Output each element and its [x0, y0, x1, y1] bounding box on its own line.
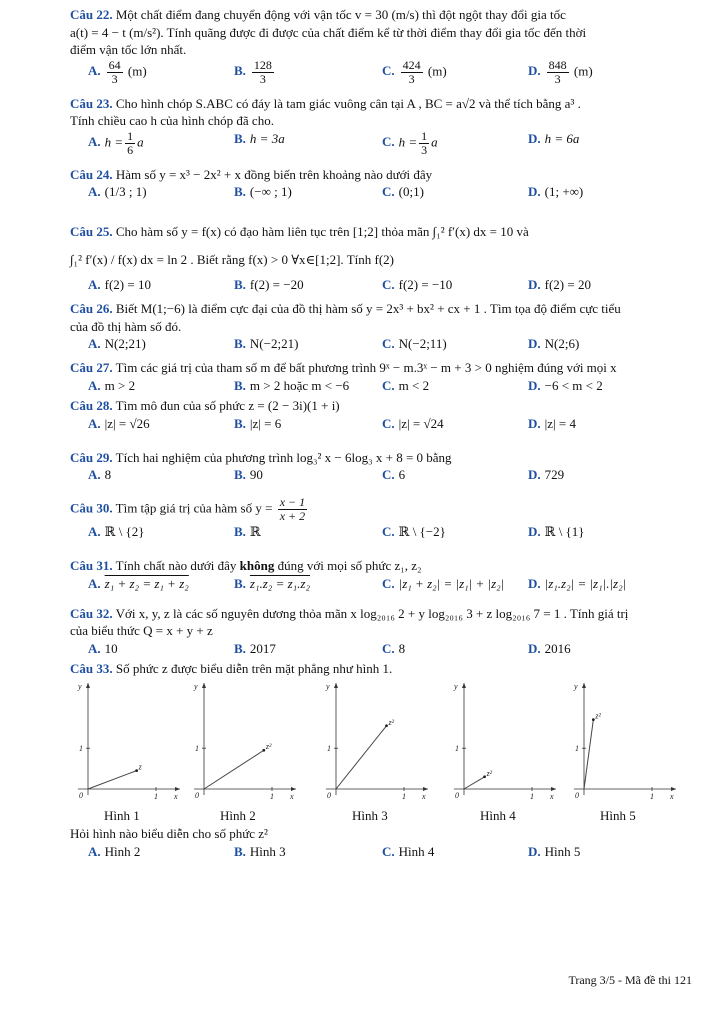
option-d[interactable]: D. h = 6a: [528, 130, 580, 146]
option-a[interactable]: A. N(2;21): [88, 336, 146, 352]
origin-label: 0: [327, 791, 331, 801]
question-text: Tìm tập giá trị của hàm số y =: [115, 500, 273, 516]
question-33: [70, 660, 692, 861]
option-c[interactable]: C. |z| = √24: [382, 415, 444, 431]
point-marker: [135, 770, 138, 773]
point-label: z²: [595, 711, 601, 721]
option-b[interactable]: B. 2017: [234, 640, 276, 656]
option-c[interactable]: C. $\frac{424}{3}$ (m): [382, 57, 447, 86]
answer-options: [88, 276, 692, 298]
y-axis-arrow: [202, 683, 206, 688]
y-axis-arrow: [86, 683, 90, 688]
option-d[interactable]: D. Hình 5: [528, 843, 581, 859]
question-label: Câu 25.: [70, 224, 113, 240]
option-a[interactable]: A. h = $\frac{1}{6}$ a: [88, 128, 144, 157]
question-23: [70, 95, 692, 164]
vector-line: [464, 777, 485, 789]
question-text: Hỏi hình nào biểu diễn cho số phức z²: [70, 826, 268, 842]
figure-caption: Hình 4: [480, 808, 516, 824]
x-axis-arrow: [423, 787, 428, 791]
question-text: Số phức z được biểu diễn trên mặt phẳng như hình 1.: [115, 660, 393, 676]
question-text: Hàm số y = x³ − 2x² + x đồng biến trên khoảng nào dưới đây: [115, 166, 433, 182]
question-label: Câu 33.: [70, 660, 113, 676]
option-d[interactable]: D. f(2) = 20: [528, 277, 591, 293]
x-axis-label: x: [550, 792, 554, 802]
origin-label: 0: [195, 791, 199, 801]
question-24: [70, 166, 692, 218]
y-axis-label: y: [454, 682, 458, 692]
option-d[interactable]: D. N(2;6): [528, 336, 580, 352]
question-label: Câu 23.: [70, 95, 113, 111]
option-a[interactable]: A. f(2) = 10: [88, 277, 151, 293]
question-text: Với x, y, z là các số nguyên dương thỏa mãn x log₂₀₁₆ 2 + y log₂₀₁₆ 3 + z log₂₀₁₆ 7 = 1 . Tính giá trị: [115, 605, 629, 621]
exam-page: [70, 6, 692, 861]
graph-captions: [70, 807, 692, 825]
vector-line: [336, 726, 386, 789]
option-b[interactable]: B. 90: [234, 467, 263, 483]
graph-row: [70, 679, 692, 807]
question-32: [70, 605, 692, 658]
option-b[interactable]: B. Hình 3: [234, 843, 286, 859]
x-axis-label: x: [422, 792, 426, 802]
option-b[interactable]: B. z₁.z₂ = z₁.z₂: [234, 575, 311, 591]
point-label: z²: [388, 718, 395, 728]
answer-options: [88, 377, 692, 395]
x-tick-label: 1: [530, 792, 534, 802]
option-a[interactable]: A. |z| = √26: [88, 415, 150, 431]
x-tick-label: 1: [402, 792, 406, 802]
option-a[interactable]: A. ℝ \ {2}: [88, 524, 145, 540]
option-c[interactable]: C. f(2) = −10: [382, 277, 453, 293]
figure-4: [450, 679, 560, 805]
answer-options: [88, 843, 692, 861]
emphasis-text: không: [239, 558, 275, 574]
question-text: Tìm các giá trị của tham số m để bất phương trình 9ˣ − m.3ˣ − m + 3 > 0 nghiệm đúng với mọi x: [115, 360, 617, 376]
x-axis-label: x: [670, 792, 674, 802]
option-b[interactable]: B. $\frac{128}{3}$: [234, 57, 272, 86]
option-b[interactable]: B. ℝ: [234, 524, 261, 540]
option-b[interactable]: B. (−∞ ; 1): [234, 184, 292, 200]
point-marker: [592, 719, 595, 722]
point-label: z²: [265, 742, 272, 752]
answer-options: [88, 59, 692, 93]
option-c[interactable]: C. 6: [382, 467, 406, 483]
question-22: [70, 6, 692, 93]
point-label: z²: [486, 769, 493, 779]
answer-options: [88, 183, 692, 217]
answer-options: [88, 523, 692, 555]
option-a[interactable]: A. z₁ + z₂ = z₁ + z₂: [88, 575, 189, 591]
option-c[interactable]: C. m < 2: [382, 378, 430, 394]
question-text: Biết M(1;−6) là điểm cực đại của đồ thị hàm số y = 2x³ + bx² + cx + 1 . Tìm tọa độ điểm cực tiểu: [115, 301, 621, 317]
option-c[interactable]: C. (0;1): [382, 184, 424, 200]
option-d[interactable]: D. |z| = 4: [528, 415, 576, 431]
option-d[interactable]: D. −6 < m < 2: [528, 378, 603, 394]
option-b[interactable]: B. h = 3a: [234, 130, 285, 146]
question-label: Câu 28.: [70, 398, 113, 414]
y-axis-label: y: [326, 682, 330, 692]
answer-options: [88, 466, 692, 494]
y-axis-label: y: [194, 682, 198, 692]
option-d[interactable]: D. 2016: [528, 640, 571, 656]
option-a[interactable]: A. Hình 2: [88, 843, 141, 859]
x-axis-arrow: [551, 787, 556, 791]
question-29: [70, 449, 692, 495]
question-label: Câu 22.: [70, 7, 113, 22]
question-label: Câu 29.: [70, 449, 113, 465]
origin-label: 0: [575, 791, 579, 801]
answer-options: [88, 335, 692, 357]
figure-2: [190, 679, 300, 805]
option-b[interactable]: B. m > 2 hoặc m < −6: [234, 378, 350, 394]
option-a[interactable]: A. m > 2: [88, 378, 136, 394]
question-text: Một chất điểm đang chuyển động với vận tốc v = 30 (m/s) thì đột ngột thay đổi gia tốc: [115, 7, 566, 22]
option-b[interactable]: B. N(−2;21): [234, 336, 299, 352]
point-marker: [385, 725, 388, 728]
question-label: Câu 31.: [70, 558, 113, 574]
option-c[interactable]: C. ℝ \ {−2}: [382, 524, 446, 540]
option-b[interactable]: B. |z| = 6: [234, 415, 282, 431]
question-31: Câu 31. Tính chất nào dưới đây không đúng với mọi số phức z₁, z₂ A. z₁ + z₂ = z₁ + z₂ B. z₁.z₂ = z₁.z₂ C. |z₁ + z₂| = |z₁| + |z₂| D. |z₁.z₂| = |z₁|.|z₂|: [70, 557, 692, 603]
option-a[interactable]: A. 8: [88, 467, 112, 483]
question-26: [70, 300, 692, 357]
question-30: Câu 30. Tìm tập giá trị của hàm số y = $\frac{x - 1}{x + 2}$ A. ℝ \ {2} B. ℝ C. ℝ \ {−2} D. ℝ \ {1}: [70, 496, 692, 555]
origin-label: 0: [79, 791, 83, 801]
question-text: Cho hàm số y = f(x) có đạo hàm liên tục trên [1;2] thỏa mãn ∫₁² f′(x) dx = 10 và: [115, 224, 529, 240]
question-text: ∫₁² f′(x) / f(x) dx = ln 2 . Biết rằng f(x) > 0 ∀x∈[1;2]. Tính f(2): [70, 251, 394, 267]
option-c[interactable]: C. Hình 4: [382, 843, 435, 859]
question-27: [70, 359, 692, 395]
vector-line: [88, 771, 137, 789]
figure-caption: Hình 5: [600, 808, 636, 824]
point-marker: [262, 749, 265, 752]
point-marker: [483, 776, 486, 779]
question-28: [70, 397, 692, 447]
x-axis-arrow: [175, 787, 180, 791]
vector-line: [584, 720, 593, 789]
option-c[interactable]: C. N(−2;11): [382, 336, 447, 352]
option-c[interactable]: C. |z₁ + z₂| = |z₁| + |z₂|: [382, 575, 505, 591]
y-tick-label: 1: [575, 744, 579, 754]
x-axis-arrow: [671, 787, 676, 791]
origin-label: 0: [455, 791, 459, 801]
figure-3: [322, 679, 432, 805]
option-d[interactable]: D. $\frac{848}{3}$ (m): [528, 57, 593, 86]
figure-1: [74, 679, 184, 805]
option-b[interactable]: B. f(2) = −20: [234, 277, 304, 293]
question-text: của đồ thị hàm số đó.: [70, 318, 182, 334]
answer-options: [88, 130, 692, 164]
question-text: Tích hai nghiệm của phương trình log₃² x − 6log₃ x + 8 = 0 bằng: [115, 449, 452, 465]
option-a[interactable]: A. 10: [88, 640, 118, 656]
y-axis-label: y: [574, 682, 578, 692]
figure-5: [570, 679, 680, 805]
option-d[interactable]: D. (1; +∞): [528, 184, 584, 200]
y-tick-label: 1: [195, 744, 199, 754]
question-label: Câu 30.: [70, 500, 113, 516]
question-label: Câu 24.: [70, 166, 113, 182]
option-a[interactable]: A. $\frac{64}{3}$ (m): [88, 57, 147, 86]
question-label: Câu 26.: [70, 301, 113, 317]
option-d[interactable]: D. ℝ \ {1}: [528, 524, 585, 540]
question-text: của biểu thức Q = x + y + z: [70, 623, 213, 639]
option-d[interactable]: D. 729: [528, 467, 565, 483]
x-tick-label: 1: [270, 792, 274, 802]
figure-caption: Hình 3: [352, 808, 388, 824]
figure-caption: Hình 2: [220, 808, 256, 824]
question-text: Cho hình chóp S.ABC có đáy là tam giác vuông cân tại A , BC = a√2 và thể tích bằng a³ .: [115, 95, 581, 111]
question-25: [70, 223, 692, 298]
question-text: a(t) = 4 − t (m/s²). Tính quãng được đi được của chất điểm kể từ thời điểm thay đổi gia tốc đến thời: [70, 24, 587, 40]
x-axis-arrow: [291, 787, 296, 791]
figure-caption: Hình 1: [104, 808, 140, 824]
x-tick-label: 1: [154, 792, 158, 802]
question-text: Tính chiều cao h của hình chóp đã cho.: [70, 113, 274, 129]
answer-options: [88, 575, 692, 603]
answer-options: [88, 640, 692, 658]
vector-line: [204, 751, 264, 790]
x-axis-label: x: [290, 792, 294, 802]
question-text: điểm vận tốc lớn nhất.: [70, 42, 187, 58]
y-axis-arrow: [582, 683, 586, 688]
option-c[interactable]: C. 8: [382, 640, 406, 656]
question-label: Câu 27.: [70, 360, 113, 376]
point-label: z: [138, 762, 142, 772]
y-axis-arrow: [462, 683, 466, 688]
answer-options: [88, 415, 692, 447]
x-axis-label: x: [174, 792, 178, 802]
option-c[interactable]: C. h = $\frac{1}{3}$ a: [382, 128, 438, 157]
y-tick-label: 1: [79, 744, 83, 754]
option-d[interactable]: D. |z₁.z₂| = |z₁|.|z₂|: [528, 575, 627, 591]
question-text: Tìm mô đun của số phức z = (2 − 3i)(1 + i): [115, 398, 340, 414]
y-axis-label: y: [78, 682, 82, 692]
y-axis-arrow: [334, 683, 338, 688]
option-a[interactable]: A. (1/3 ; 1): [88, 184, 147, 200]
y-tick-label: 1: [455, 744, 459, 754]
y-tick-label: 1: [327, 744, 331, 754]
x-tick-label: 1: [650, 792, 654, 802]
question-label: Câu 32.: [70, 605, 113, 621]
page-footer: Trang 3/5 - Mã đề thi 121: [568, 973, 692, 987]
